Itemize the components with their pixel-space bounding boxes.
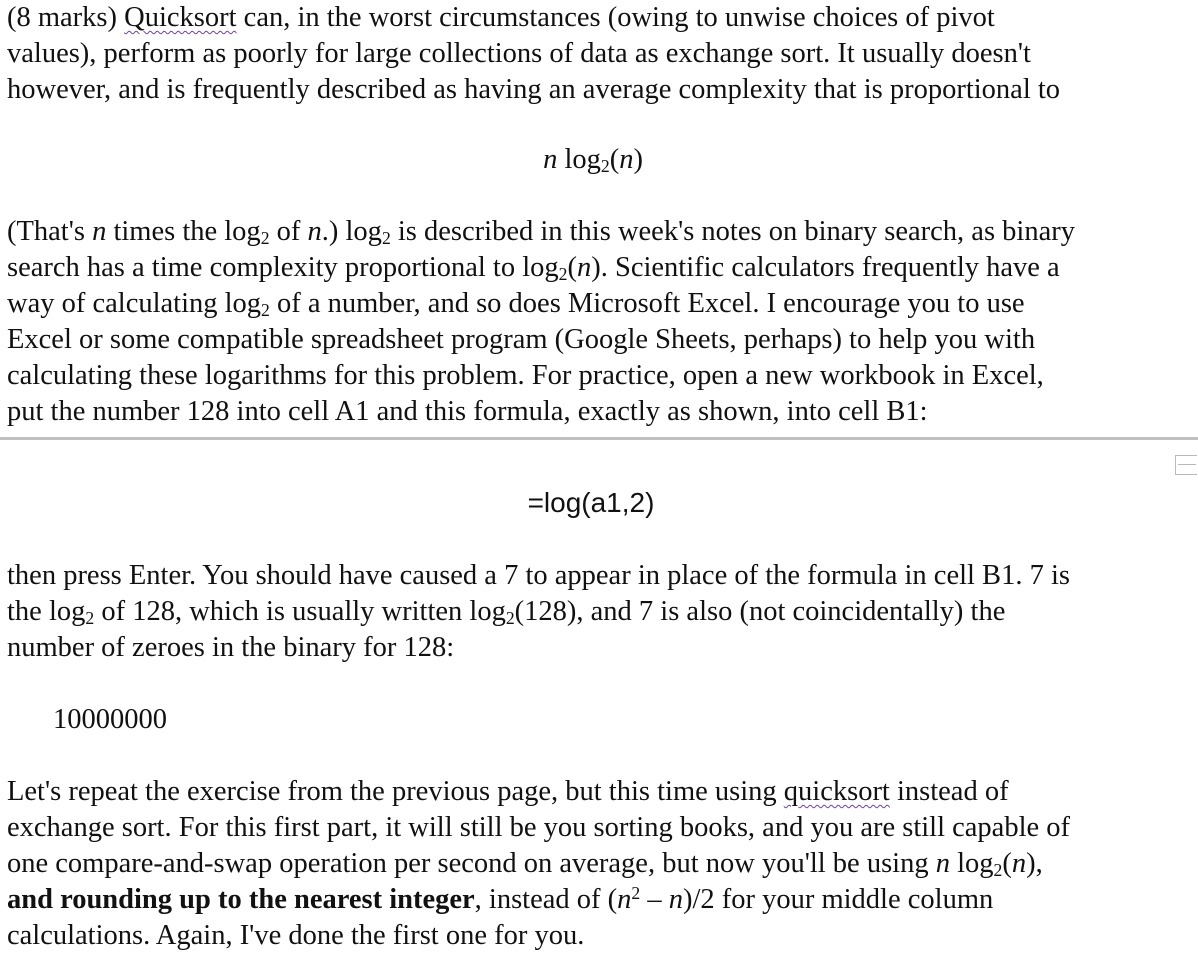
text: ( — [1002, 848, 1012, 879]
intro-paragraph — [7, 0, 1195, 108]
bold-emphasis: and rounding up to the nearest integer — [7, 884, 475, 915]
subscript: 2 — [993, 859, 1003, 880]
formula-n: n — [543, 144, 558, 175]
explanation-line-3 — [7, 286, 1195, 322]
text: – — [640, 884, 669, 915]
exercise-line-4 — [7, 882, 1195, 918]
text: search has a time complexity proportional to log — [7, 252, 559, 283]
italic-n: n — [576, 252, 592, 283]
text: way of calculating log — [7, 288, 262, 319]
exercise-line-2: exchange sort. For this first part, it will still be you sorting books, and you are still capable of — [7, 812, 1071, 843]
explanation-line-4: Excel or some compatible spreadsheet program (Google Sheets, perhaps) to help you with — [7, 324, 1036, 355]
intro-line-1 — [7, 0, 1195, 36]
spellcheck-word-quicksort[interactable]: Quicksort — [124, 2, 237, 33]
explanation-line-2 — [7, 250, 1195, 286]
text: (That's — [7, 216, 93, 247]
exercise-line-3 — [7, 846, 1195, 882]
text: (8 marks) — [7, 2, 125, 33]
excel-formula: =log(a1,2) — [527, 487, 655, 518]
subscript: 2 — [505, 607, 515, 628]
text: of 128, which is usually written log — [94, 596, 506, 627]
text: of — [269, 216, 308, 247]
text: instead of — [889, 776, 1009, 807]
italic-n: n — [935, 848, 950, 879]
result-line-1: then press Enter. You should have caused a 7 to appear in place of the formula in cell B1. 7 is — [7, 560, 1070, 591]
subscript: 2 — [261, 299, 270, 320]
result-line-3: number of zeroes in the binary for 128: — [7, 632, 455, 663]
complexity-formula — [0, 142, 1192, 178]
text: Let's repeat the exercise from the previous page, but this time using — [7, 776, 784, 807]
page-break-divider — [0, 437, 1198, 440]
text: one compare-and-swap operation per second on average, but now you'll be using — [7, 848, 936, 879]
explanation-line-6: put the number 128 into cell A1 and this formula, exactly as shown, into cell B1: — [7, 396, 928, 427]
formula-log: log — [557, 144, 601, 175]
text: log — [949, 848, 994, 879]
text: is described in this week's notes on binary search, as binary — [390, 216, 1075, 247]
italic-n: n — [1011, 848, 1027, 879]
spellcheck-word-quicksort[interactable]: quicksort — [783, 776, 890, 807]
text: of a number, and so does Microsoft Excel. I encourage you to use — [269, 288, 1025, 319]
intro-line-2: values), perform as poorly for large collections of data as exchange sort. It usually doesn't — [7, 38, 1031, 69]
formula-n-arg: n — [619, 144, 634, 175]
result-line-2 — [7, 594, 1195, 630]
explanation-line-5: calculating these logarithms for this problem. For practice, open a new workbook in Excel, — [7, 360, 1044, 391]
explanation-line-1 — [7, 214, 1195, 250]
text: , instead of ( — [474, 884, 618, 915]
superscript: 2 — [631, 883, 641, 904]
text: ). Scientific calculators frequently have a — [591, 252, 1060, 283]
text: the log — [7, 596, 86, 627]
exercise-line-5: calculations. Again, I've done the first one for you. — [7, 920, 585, 951]
text: .) log — [321, 216, 382, 247]
text: ( — [567, 252, 577, 283]
explanation-paragraph — [7, 214, 1195, 430]
text: can, in the worst circumstances (owing to unwise choices of pivot — [236, 2, 995, 33]
text: ), — [1026, 848, 1043, 879]
page-break-marker-icon — [1175, 455, 1197, 475]
subscript: 2 — [260, 227, 270, 248]
formula-close-paren: ) — [633, 144, 643, 175]
intro-line-3: however, and is frequently described as having an average complexity that is proportional to — [7, 74, 1061, 105]
italic-n: n — [92, 216, 107, 247]
result-paragraph — [7, 558, 1195, 666]
subscript: 2 — [85, 607, 95, 628]
binary-value: 10000000 — [53, 704, 167, 735]
subscript: 2 — [558, 263, 568, 284]
exercise-paragraph — [7, 774, 1195, 954]
formula-open-paren: ( — [609, 144, 620, 175]
exercise-line-1 — [7, 774, 1195, 810]
subscript: 2 — [381, 227, 391, 248]
formula-base: 2 — [600, 155, 610, 176]
italic-n: n — [617, 884, 632, 915]
text: )/2 for your middle column — [682, 884, 994, 915]
text: (128), and 7 is also (not coincidentally) the — [514, 596, 1006, 627]
text: times the log — [106, 216, 261, 247]
italic-n: n — [307, 216, 322, 247]
italic-n: n — [668, 884, 683, 915]
